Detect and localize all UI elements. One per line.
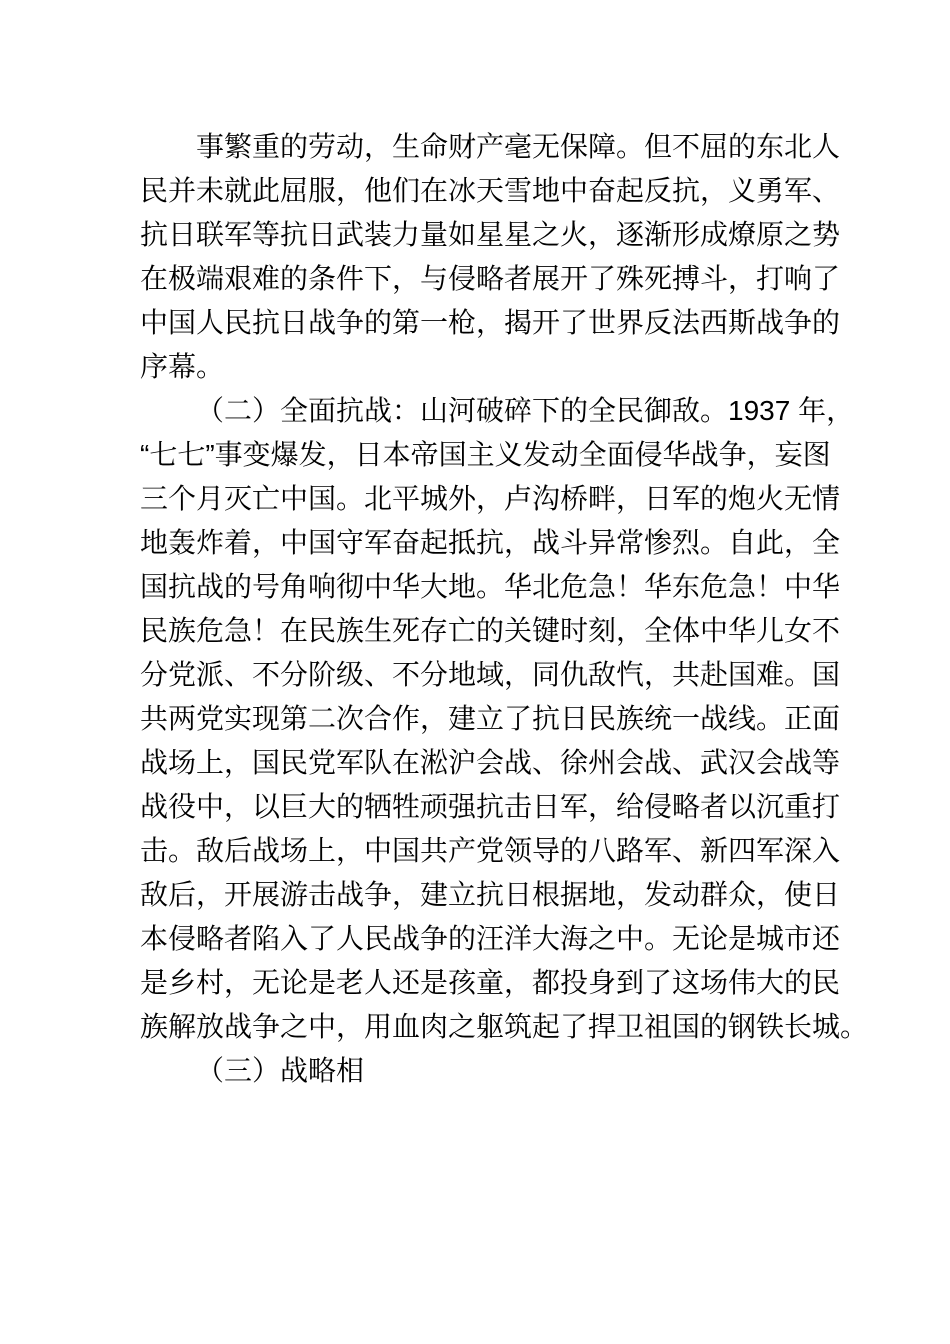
text-line: “七七”事变爆发，日本帝国主义发动全面侵华战争，妄图 bbox=[140, 439, 831, 470]
document-text-block bbox=[140, 125, 869, 1093]
text-line: （三）战略相 bbox=[196, 1055, 365, 1086]
text-line: 事繁重的劳动，生命财产毫无保障。但不屈的东北人 bbox=[196, 131, 841, 162]
text-line: 族解放战争之中，用血肉之躯筑起了捍卫祖国的钢铁长城。 bbox=[140, 1011, 869, 1042]
text-line: 战场上，国民党军队在淞沪会战、徐州会战、武汉会战等 bbox=[140, 747, 841, 778]
paragraph bbox=[140, 125, 840, 389]
text-line: 民族危急！在民族生死存亡的关键时刻，全体中华儿女不 bbox=[140, 615, 841, 646]
text-line: 本侵略者陷入了人民战争的汪洋大海之中。无论是城市还 bbox=[140, 923, 841, 954]
text-line: 分党派、不分阶级、不分地域，同仇敌忾，共赴国难。国 bbox=[140, 659, 841, 690]
text-line: 共两党实现第二次合作，建立了抗日民族统一战线。正面 bbox=[140, 703, 841, 734]
text-line: 是乡村，无论是老人还是孩童，都投身到了这场伟大的民 bbox=[140, 967, 841, 998]
text-line: 国抗战的号角响彻中华大地。华北危急！华东危急！中华 bbox=[140, 571, 841, 602]
text-line: （二）全面抗战：山河破碎下的全民御敌。1937 年， bbox=[196, 395, 855, 426]
text-line: 抗日联军等抗日武装力量如星星之火，逐渐形成燎原之势 bbox=[140, 219, 841, 250]
text-line: 敌后，开展游击战争，建立抗日根据地，发动群众，使日 bbox=[140, 879, 841, 910]
text-line: 中国人民抗日战争的第一枪，揭开了世界反法西斯战争的 bbox=[140, 307, 841, 338]
text-line: 战役中，以巨大的牺牲顽强抗击日军，给侵略者以沉重打 bbox=[140, 791, 841, 822]
text-line: 在极端艰难的条件下，与侵略者展开了殊死搏斗，打响了 bbox=[140, 263, 841, 294]
paragraph bbox=[140, 389, 869, 1049]
text-line: 三个月灭亡中国。北平城外，卢沟桥畔，日军的炮火无情 bbox=[140, 483, 841, 514]
text-line: 地轰炸着，中国守军奋起抵抗，战斗异常惨烈。自此，全 bbox=[140, 527, 841, 558]
text-line: 民并未就此屈服，他们在冰天雪地中奋起反抗，义勇军、 bbox=[140, 175, 841, 206]
text-line: 击。敌后战场上，中国共产党领导的八路军、新四军深入 bbox=[140, 835, 841, 866]
text-line: 序幕。 bbox=[140, 351, 225, 382]
paragraph bbox=[140, 1049, 840, 1093]
